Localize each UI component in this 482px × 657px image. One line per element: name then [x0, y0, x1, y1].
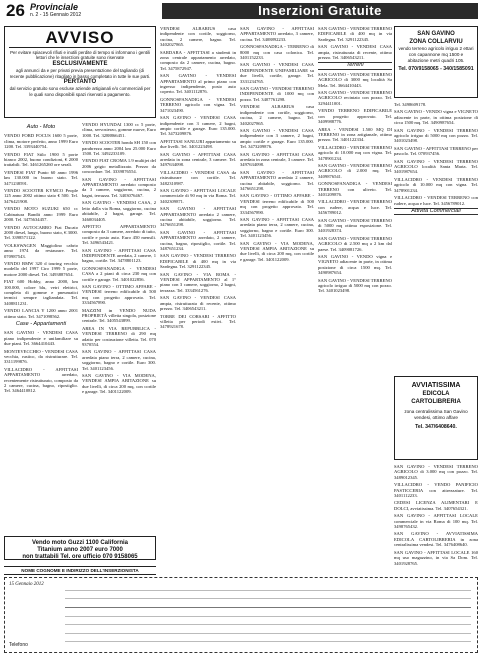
newspaper-logo: Provinciale [30, 2, 79, 12]
coupon-write-lines[interactable] [65, 582, 471, 648]
listing: SAN GAVINO - OTTIMO AFFARE - VENDESI terreno edificabile di 500 mq con progetto approvato. Tel. 3334567890. [240, 193, 314, 215]
issue-date: n. 2 - 15 Gennaio 2012 [30, 12, 82, 18]
listing: VENDO HYUNDAI 1300 cc 5 porte, clima, servosterzo, gomme nuove, Euro 1000. Tel. 3288866451. [82, 122, 156, 138]
coupon-phone-label: Telefono [9, 642, 28, 648]
listing: AFFITTO APPARTAMENTO composto da 3 camere, arredato di tutto, cortile e posto auto. Euro 450 mensili. Tel. 3496543421. [82, 223, 156, 246]
listing: SAN GAVINO - AFFITTASI APPARTAMENTO arredato, 2 camere, cucina, bagno, ripostiglio, cortile. Tel. 3487651234. [160, 229, 236, 252]
listing: VENDESI ALBARIUS casa indipendente con cortile, soggiorno, cucina, 2 camere, bagno. Tel. 3402027865. [160, 26, 236, 48]
avviso-title: AVVISO [9, 29, 151, 48]
column-6b [394, 464, 478, 574]
listing: VILLACIDRO - VENDESI TERRENO agricolo di 10.000 mq con vigna. Tel. 3478901234. [394, 176, 478, 193]
listing: VILLACIDRO - VENDESI TERRENO con rudere, acqua e luce. Tel. 3456789012. [394, 195, 478, 206]
listing: GONNOSFANADIGA - TERRENO di 8000 mq con casa colonica. Tel. 3401152233. [240, 44, 314, 61]
listing: GONNOSFANADIGA - VENDESI TERRENO con uliveto. Tel. 3401209876. [318, 181, 392, 197]
masthead [4, 2, 478, 22]
listing: AREA - VENDESI 1.500 MQ DI TERRENO in zona artigianale, ottimo prezzo. Tel. 3401122334. [318, 126, 392, 143]
listing: VENDO FORD FOCUS 1600 5 porte, clima, motore perfetto, anno 1999 Euro 1200. Tel. 3393440754. [4, 133, 78, 150]
listing: SAN GAVINO - AFFITTASI APPARTAMENTO arredato 2 camere, cucina abitabile, soggiorno. Tel. 3476651298. [160, 206, 236, 228]
listing: SAN GAVINO - VENDESI TERRENO EDIFICABILE di 400 mq in via Sardegna. Tel. 3291122345. [160, 253, 236, 270]
listing: VENDO SCOOTER KYMCO People 125 anno 2002 ottimo stato € 500. Tel. 3476421908. [4, 188, 78, 204]
listing: SAN GAVINO - VENDO vigna e VIGNETO adiacente in parte, in ottima posizione di circa 1500 mq. Tel. 3490987654. [318, 254, 392, 276]
listing: MONTEVECCHIO - VENDESI CASA vecchia, rustico, da ristrutturare. Tel. 3311199876. [4, 348, 78, 365]
listing: SAN GAVINO - VENDESI TERRENO AGRICOLO recintato con pozzo. Tel. 3294411001. [318, 90, 392, 106]
listing: SAN GAVINO - VENDESI CASA ampia, ristrutturata di recente, ottimo prezzo. Tel. 3406543211. [318, 44, 392, 61]
ad-line: ZONA COLLARVIU [409, 39, 463, 45]
listing: SAN GAVINO - VENDESI TERRENO agricolo irriguo di 5000 mq con pozzo. Tel. 3401023498. [394, 127, 478, 144]
ad-line: zona centralissima San Gavino vendesi, ottimo affare [404, 409, 468, 420]
listing: SAN GAVINO - VENDESI TERRENO INDIPENDENTE di 1000 mq con pozzo. Tel. 3407761298. [240, 86, 314, 102]
listing: SAN GAVINO - VENDESI CASA piano indipendente e unifamiliare su due piani. Tel. 3664410443. [4, 330, 78, 347]
coupon-date: 15 Gennaio 2012 [9, 582, 44, 587]
listing: VILLACIDRO - VENDESI TERRENO agricolo di 10.000 mq con vigna. Tel. 3478901234. [318, 144, 392, 161]
ad-line: vendo terreno agricolo irriguo 2 ettari con capannone mq 1500 e abitazione metri quadri 105. [398, 46, 474, 63]
column-1b [82, 122, 156, 532]
listing: SAN GAVINO - AFFITTASI CASA arredata in zona centrale, 3 camere. Tel. 3497634098. [160, 151, 236, 168]
listing: SAN GAVINO - VIA MODENA, VENDESI AMPIA ABITAZIONE su due livelli, di circa 200 mq, con cortile e garage. Tel. 3401122009. [82, 373, 156, 395]
listing: SARDARA - AFFITTASI a studenti in zona centrale appartamento arredato, composto da 2 camere, cucina, bagno. Tel. 3475872947. [160, 49, 236, 71]
listing: AREA IN VIA REPUBBLICA - VENDESI TERRENO di 290 mq adatto per costruzione villetta. Tel. 070 9370554. [82, 325, 156, 348]
listing: SAN GAVINO - VENDESI TERRENO EDIFICABILE di 400 mq in via Sardegna. Tel. 3291122345. [318, 26, 392, 42]
category-heading: Terreni [318, 62, 392, 69]
page-number: 26 [6, 1, 25, 20]
san-gavino-terrain-ad [394, 26, 478, 98]
ad-line: Tel. 347/6408640. [415, 424, 457, 430]
listing: SAN GAVINO - VENDO vigna e VIGNETO adiacente in parte, in ottima posizione di circa 1500 mq. Tel. 3490987654. [394, 109, 478, 126]
listing: SAN GAVINO - VENDESI APPARTAMENTO al primo piano con ingresso indipendente, posto auto coperto. Tel. 3401112876. [160, 73, 236, 95]
listing: SAN GAVINO - AFFITTASI CASA arredata piano terra, 2 camere, cucina, soggiorno, bagno e cortile. Euro 300. Tel. 3401123456. [82, 349, 156, 371]
ad-line: AVVIATISSIMA [411, 382, 461, 389]
avviso-line: ESCLUSIVAMENTE [52, 60, 108, 67]
listing: VENDESI FIAT Punto 60 anno 1996 km 130.000 in buono stato. Tel. 3471238591. [4, 169, 78, 186]
listing: CEDESI LICENZA ALIMENTARI E DOLCI, avviatissima. Tel. 3407654321. [394, 500, 478, 511]
listing: AFFITTASI SANLURI appartamento su due livelli. Tel. 3401223498. [160, 138, 236, 150]
coupon-form[interactable] [4, 577, 478, 653]
listing: VENDO FIAT Stilo 1900 5 porte bianco 2002, buono condizioni, € 2000 trattabili. Tel. 3461265260 ore serali. [4, 151, 78, 168]
listing: SAN GAVINO - VIA MODENA, VENDESI AMPIA ABITAZIONE su due livelli, di circa 200 mq, con cortile e garage. Tel. 3401122009. [240, 240, 314, 262]
listing: VILLACIDRO - AFFITTASI APPARTAMENTO arredato, recentemente ristrutturato, composto da 2 camere, cucina, bagno, ripostiglio. Tel. 3464410812. [4, 366, 78, 394]
category-heading: Attività Commerciali [394, 208, 478, 215]
listing: SAN GAVINO - VENDESI CASA ampia, ristrutturata di recente, ottimo prezzo. Tel. 3406543211. [160, 295, 236, 312]
listing: FIAT 600 Hobby, anno 2000, km 100.000, colore blu, vetri elettrici, completa di gomme e pneumatici termici sempre tagliandata. Tel. 3408811231. [4, 279, 78, 306]
avviso-line: agli annunci da e per privati previa presentazione del tagliando (di recente pubblicazione) ritagliato in basso completato in tutte le sue parti. [9, 68, 151, 79]
listing: SAN GAVINO - AFFITTASI TERRENO per pascolo. Tel. 070937456. [394, 145, 478, 157]
avviso-line: Per evitare spiacevoli rifiuti e inutili perdite di tempo si informano i gentili lettori che le inserzioni gratuite sono riservate [10, 50, 150, 61]
listing: VILLACIDRO - VENDESI CASA da ristrutturare con cortile. Tel. 3482310987. [160, 169, 236, 186]
listing: Tel. 3498609178. [394, 102, 427, 107]
listing: SAN GAVINO - AFFITTASI LOCALE commerciale in via Roma di 100 mq. Tel. 3498765432. [394, 513, 478, 530]
listing: SAN GAVINO - AFFITTASI APPARTAMENTO arredato composto da 3 camere, soggiorno, cucina, 2 bagni, terrazza. Tel. 3403076467. [82, 176, 156, 198]
listing: VENDO FIAT CROMA 1.9 multijet del 2006 grigio metallizzato. Prezzo da concordare. Tel. 3339876554. [82, 158, 156, 175]
ad-line: non trattabili Tel. ore ufficio 070 9158065 [22, 554, 138, 560]
avviso-line: dal servizio gratuito sono escluse aziende artigianali e/o commerciali per le quali sono disponibili spazi riservati a pagamento. [9, 86, 151, 97]
column-5 [318, 26, 392, 574]
category-heading: Case - Appartamenti [15, 321, 67, 327]
listing: VENDO TERRENO EDIFICABILE con progetto approvato. Tel. 3409988776. [318, 108, 392, 125]
listing: VOLKSWAGEN Maggiolino cabrio anno 1974 da restaurare. Tel. 070987543. [4, 242, 78, 259]
listing: SAN GAVINO - VENDESI CASA INDIPENDENTE UNIFAMILIARE su due livelli, cortile, garage. Tel. 3331234765. [240, 62, 314, 84]
column-3 [160, 26, 236, 574]
listing: SAN GAVINO - VENDESI TERRENO AGRICOLO di 2.500 mq a 2 km dal paese. Tel. 3409081726. [318, 235, 392, 252]
ad-line: Titanium anno 2007 euro 7000 [37, 547, 123, 553]
avviso-box [4, 26, 156, 118]
edicola-ad [394, 376, 478, 460]
listing: SAN GAVINO - VENDESI TERRENO AGRICOLO di 2.000 mq. Tel. 3409876541. [318, 162, 392, 179]
listing: SAN GAVINO - VENDESI CASA, 2 letto dalla via Roma, soggiorno, cucina abitabile, 2 bagni, garage. Tel. 3460034405. [82, 200, 156, 222]
column-4 [240, 26, 314, 574]
column-6 [394, 102, 478, 372]
listing: SAN GAVINO - OTTIMO AFFARE - VENDESI terreno edificabile di 500 mq con progetto approvato. Tel. 3334567890. [82, 283, 156, 306]
listing: SAN GAVINO - AFFITTASI CASA INDIPENDENTE arredata, 2 camere, 1 bagno, cortile. Tel. 3478801123. [82, 247, 156, 264]
listing: VENDO SCOOTER honda SH 150 con parabrezza anno 2004 km 25.000 Euro 1500. Tel. 3492233109. [82, 140, 156, 157]
advertiser-name-bar: NOME COGNOME E INDIRIZZO DELL'INSERZIONISTA [4, 566, 156, 575]
ad-line: SAN GAVINO [417, 31, 455, 37]
section-title: Inserzioni Gratuite [162, 3, 478, 19]
listing: SAN GAVINO - VENDESI CASA indipendente con 3 camere, 2 bagni, ampio cortile e garage. Euro 135.000. Tel. 3473209876. [240, 127, 314, 150]
listing: SAN GAVINO - VENDESI TERRENO di 5000 mq ottima esposizione. Tel. 3401928374. [318, 217, 392, 234]
listing: VENDO AUTOCARRO Fiat Ducato 2000 diesel, lungo, buono stato, € 3000. Tel. 3398571122. [4, 224, 78, 241]
listing: GONNOSFANADIGA - VENDESI TERRENO agricolo con vigna. Tel. 3471023490. [160, 96, 236, 113]
listing: SAN GAVINO - VENDESI CASA indipendente con 3 camere, 2 bagni, ampio cortile e garage. Euro 135.000. Tel. 3473209876. [160, 115, 236, 137]
listing: VENDESI ALBARIUS casa indipendente con cortile, soggiorno, cucina, 2 camere, bagno. Tel. 3402027865. [240, 104, 314, 126]
listing: SAN GAVINO - VENDESI TERRENO AGRICOLO località Santa Maria. Tel. 3401987654. [394, 158, 478, 175]
listing: MAZZINI in VENDO NUDA PROPRIETÀ villetta singola, posizione centrale. Tel. 3405543899. [82, 307, 156, 324]
avviso-line: PERTANTO [63, 79, 97, 86]
column-1 [4, 122, 78, 532]
category-heading: Auto - Moto [26, 124, 56, 130]
listing: VENDO BMW 320 d touring vecchio modello del 1997 Ciro 1999 5 porte, motore 2000 diesel. Tel. 3493887654. [4, 260, 78, 277]
listing: SAN GAVINO - VENDESI TERRENO AGRICOLO di 3000 mq località Sa Mela. Tel. 3664410443. [318, 71, 392, 88]
listing: SAN GAVINO - AFFITTASI LOCALE commerciale di 90 mq in via Roma. Tel. 3402309871. [160, 187, 236, 204]
listing: SAN GAVINO - AFFITTASI CASA arredata piano terra, 2 camere, cucina, soggiorno, bagno e cortile. Euro 300. Tel. 3401123456. [240, 217, 314, 239]
listing: GONNOSFANADIGA - VENDESI CASA a 2 piani di circa 230 mq con cortile e garage. Tel. 3401022856. [82, 265, 156, 282]
listing: VILLACIDRO - VENDESI TERRENO con rudere, acqua e luce. Tel. 3456789012. [318, 199, 392, 216]
listing: SAN GAVINO - VIA ROMA - VENDESI APPARTAMENTO al 1° piano con 3 camere, soggiorno, 2 bagni, terrazza. Tel. 3334561276. [160, 271, 236, 293]
listing: SAN GAVINO - AVVIATISSIMA EDICOLA CARTOLIBRERIA in zona centralissima vendesi. Tel. 3476408640. [394, 531, 478, 548]
listing: VENDO LANCIA Y 1200 anno 2001 ottimo stato. Tel. 3471098562. [4, 308, 78, 319]
listing: VENDO MOTO SUZUKI 650 cc Cabinatura Bandit anno 1999 Euro 2000. Tel. 3475634457. [4, 206, 78, 223]
listing: SAN GAVINO - AFFITTASI APPARTAMENTO arredato 2 camere, cucina abitabile, soggiorno. Tel. 3476651298. [240, 169, 314, 191]
ad-line: EDICOLA CARTOLIBRERIA [411, 391, 461, 405]
listing: SAN GAVINO - VENDESI TERRENO agricolo irriguo di 5000 mq con pozzo. Tel. 3401023498. [318, 277, 392, 294]
moto-guzzi-ad [4, 536, 156, 560]
listing: SAN GAVINO - VENDESI TERRENO AGRICOLO di 3.000 mq con pozzo. Tel. 3489012345. [394, 464, 478, 480]
listing: TORRE DEI CORSARI - AFFITTO villetta per periodi estivi. Tel. 3478921678. [160, 313, 236, 330]
listing: SAN GAVINO - AFFITTASI APPARTAMENTO arredato, 3 camere, cucina. Tel. 3408892233. [240, 26, 314, 42]
ad-line: Vendo moto Guzzi 1100 California [31, 540, 129, 546]
listing: SAN GAVINO - AFFITTASI LOCALE 160 mq uso magazzino, in via Sa Dom. Tel. 3401928765. [394, 549, 478, 566]
listing: SAN GAVINO - AFFITTASI CASA arredata in zona centrale, 3 camere. Tel. 3497634098. [240, 151, 314, 168]
listing: VILLACIDRO - VENDO PANIFICIO PASTICCERIA con attrezzature. Tel. 3401112233. [394, 482, 478, 499]
ad-line: Tel. 070/9158065 - 340/1585091 [398, 66, 474, 72]
